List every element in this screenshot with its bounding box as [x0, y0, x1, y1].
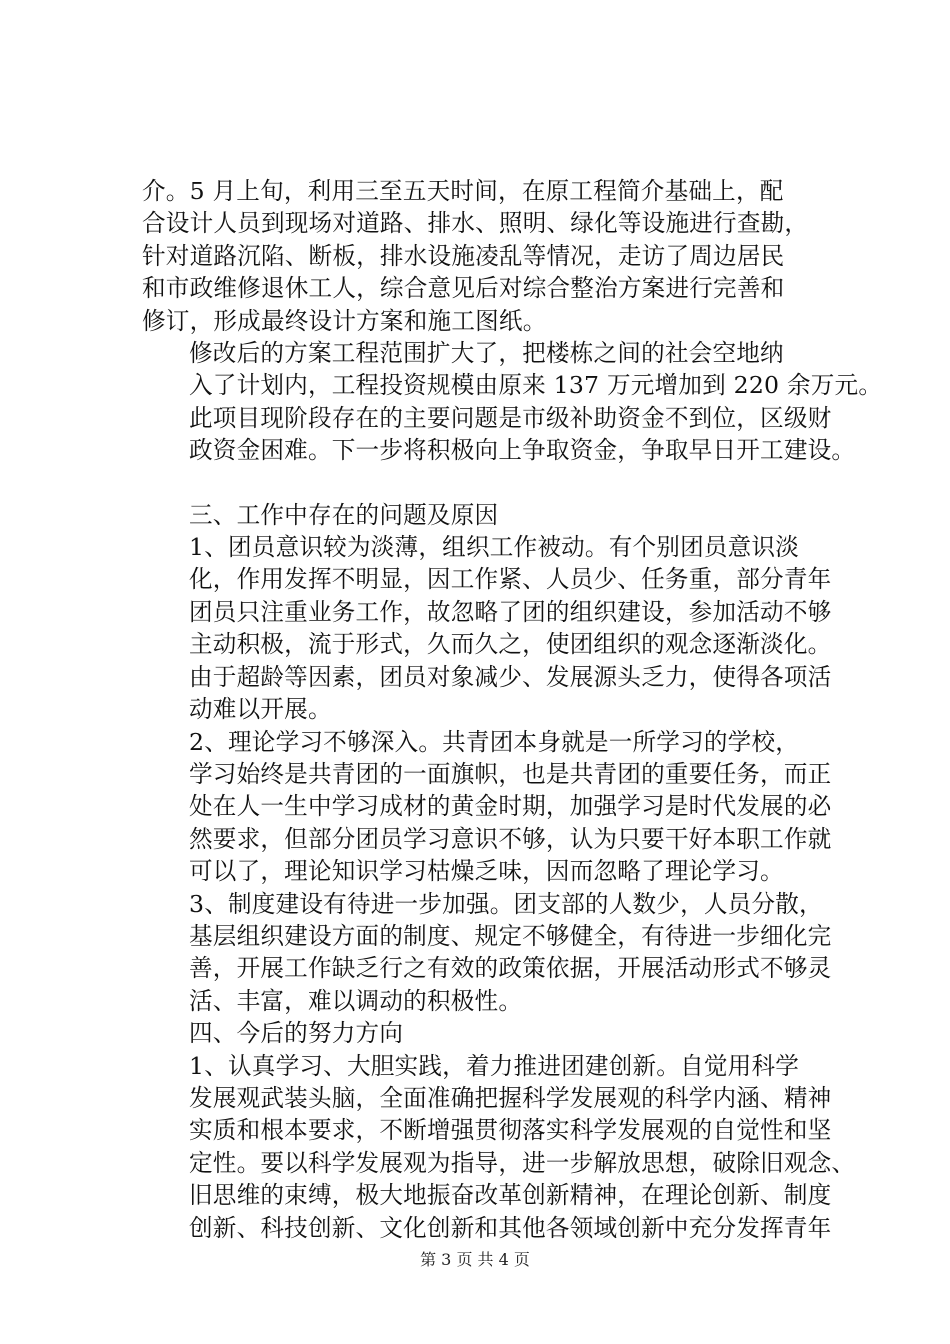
text-line: 旧思维的束缚，极大地振奋改革创新精神，在理论创新、制度: [189, 1181, 832, 1210]
text-line: 此项目现阶段存在的主要问题是市级补助资金不到位，区级财: [189, 403, 832, 432]
text-line: 善，开展工作缺乏行之有效的政策依据，开展活动形式不够灵: [189, 954, 832, 983]
body-paragraph: [142, 726, 832, 888]
text-line: 四、今后的努力方向: [189, 1019, 404, 1048]
text-line: 化，作用发挥不明显，因工作紧、人员少、任务重，部分青年: [189, 565, 832, 594]
text-line: 修订，形成最终设计方案和施工图纸。: [142, 306, 547, 335]
text-line: 动难以开展。: [189, 695, 332, 724]
body-paragraph: [142, 888, 832, 1018]
document-body: [142, 175, 883, 1244]
body-paragraph: [142, 337, 883, 467]
body-paragraph: [142, 1050, 856, 1244]
text-line: 基层组织建设方面的制度、规定不够健全，有待进一步细化完: [189, 921, 832, 950]
text-line: 主动积极，流于形式，久而久之，使团组织的观念逐渐淡化。: [189, 630, 832, 659]
body-paragraph: [142, 531, 832, 725]
text-line: 团员只注重业务工作，故忽略了团的组织建设，参加活动不够: [189, 597, 832, 626]
text-line: 政资金困难。下一步将积极向上争取资金，争取早日开工建设。: [189, 436, 856, 465]
text-line: 由于超龄等因素，团员对象减少、发展源头乏力，使得各项活: [189, 662, 832, 691]
text-line: 和市政维修退休工人，综合意见后对综合整治方案进行完善和: [142, 274, 785, 303]
text-line: 可以了，理论知识学习枯燥乏味，因而忽略了理论学习。: [189, 857, 784, 886]
text-line: 合设计人员到现场对道路、排水、照明、绿化等设施进行查勘，: [142, 209, 809, 238]
text-line: 活、丰富，难以调动的积极性。: [189, 986, 523, 1015]
text-line: 2、理论学习不够深入。共青团本身就是一所学习的学校，: [189, 727, 800, 756]
text-line: 三、工作中存在的问题及原因: [189, 500, 499, 529]
text-line: 学习始终是共青团的一面旗帜，也是共青团的重要任务，而正: [189, 759, 832, 788]
section-spacer: [142, 467, 832, 499]
text-line: 1、认真学习、大胆实践，着力推进团建创新。自觉用科学: [189, 1051, 800, 1080]
section-heading: [142, 1017, 832, 1049]
text-line: 介。5 月上旬，利用三至五天时间，在原工程简介基础上，配: [142, 177, 784, 205]
text-line: 入了计划内，工程投资规模由原来 137 万元增加到 220 余万元。: [189, 371, 883, 400]
text-line: 定性。要以科学发展观为指导，进一步解放思想，破除旧观念、: [189, 1148, 856, 1177]
text-line: 处在人一生中学习成材的黄金时期，加强学习是时代发展的必: [189, 792, 832, 821]
body-paragraph: [142, 175, 832, 337]
page-footer: 第 3 页 共 4 页: [420, 1250, 530, 1269]
text-line: 创新、科技创新、文化创新和其他各领域创新中充分发挥青年: [189, 1213, 832, 1242]
text-line: 发展观武装头脑，全面准确把握科学发展观的科学内涵、精神: [189, 1083, 832, 1112]
text-line: 3、制度建设有待进一步加强。团支部的人数少，人员分散，: [189, 889, 823, 918]
text-line: 针对道路沉陷、断板，排水设施凌乱等情况，走访了周边居民: [142, 241, 785, 270]
section-heading: [142, 499, 832, 531]
text-line: 实质和根本要求，不断增强贯彻落实科学发展观的自觉性和坚: [189, 1116, 832, 1145]
text-line: 1、团员意识较为淡薄，组织工作被动。有个别团员意识淡: [189, 533, 800, 562]
text-line: 然要求，但部分团员学习意识不够，认为只要干好本职工作就: [189, 824, 832, 853]
text-line: 修改后的方案工程范围扩大了，把楼栋之间的社会空地纳: [189, 339, 784, 368]
